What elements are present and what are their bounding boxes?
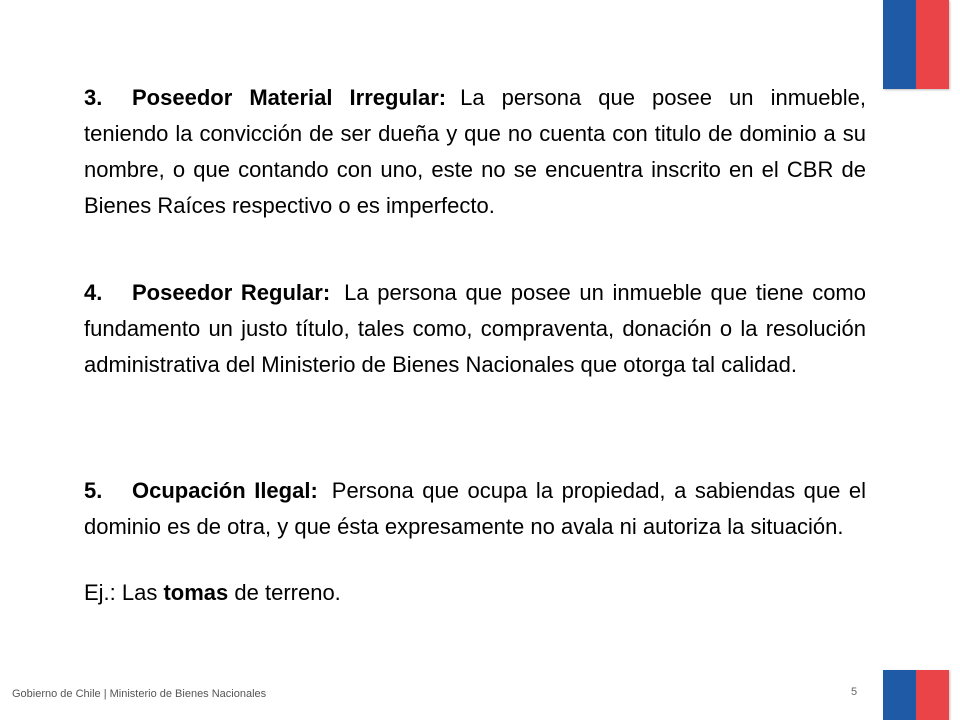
item-text: La persona que posee un inmueble, teniendo la convicción de ser dueña y que no cuenta con titulo de dominio a su nombre, o que contando con uno, este no se encuentra inscrito en el CBR de Bienes Raíces respectivo o es imperfecto.	[84, 85, 866, 218]
item-number: 4.	[84, 280, 103, 305]
item-text: Persona que ocupa la propiedad, a sabiendas que el dominio es de otra, y que ésta expresamente no avala ni autoriza la situación.	[84, 478, 866, 539]
chile-flag-logo-bottom	[883, 670, 949, 720]
example-bold: tomas	[163, 580, 229, 605]
item-number: 5.	[84, 478, 103, 503]
flag-red-stripe	[916, 0, 949, 89]
item-number: 3.	[84, 85, 103, 110]
item-term: Ocupación Ilegal:	[132, 478, 318, 503]
page-number: 5	[851, 686, 858, 698]
item-term: Poseedor Material Irregular:	[132, 85, 447, 110]
definition-item-5	[84, 473, 866, 545]
flag-blue-stripe	[883, 0, 916, 89]
definition-item-4	[84, 275, 866, 383]
example-prefix: Ej.: Las	[84, 580, 164, 605]
chile-flag-logo-top	[883, 0, 949, 89]
example-line	[84, 575, 866, 611]
example-suffix: de terreno.	[228, 580, 341, 605]
footer-label: Gobierno de Chile | Ministerio de Bienes Nacionales	[12, 688, 267, 700]
definition-item-3	[84, 80, 866, 224]
item-term: Poseedor Regular:	[132, 280, 331, 305]
flag-blue-stripe	[883, 670, 916, 720]
flag-red-stripe	[916, 670, 949, 720]
item-text: La persona que posee un inmueble que tiene como fundamento un justo título, tales como, compraventa, donación o la resolución administrativa del Ministerio de Bienes Nacionales que otorga tal calidad.	[84, 280, 866, 377]
